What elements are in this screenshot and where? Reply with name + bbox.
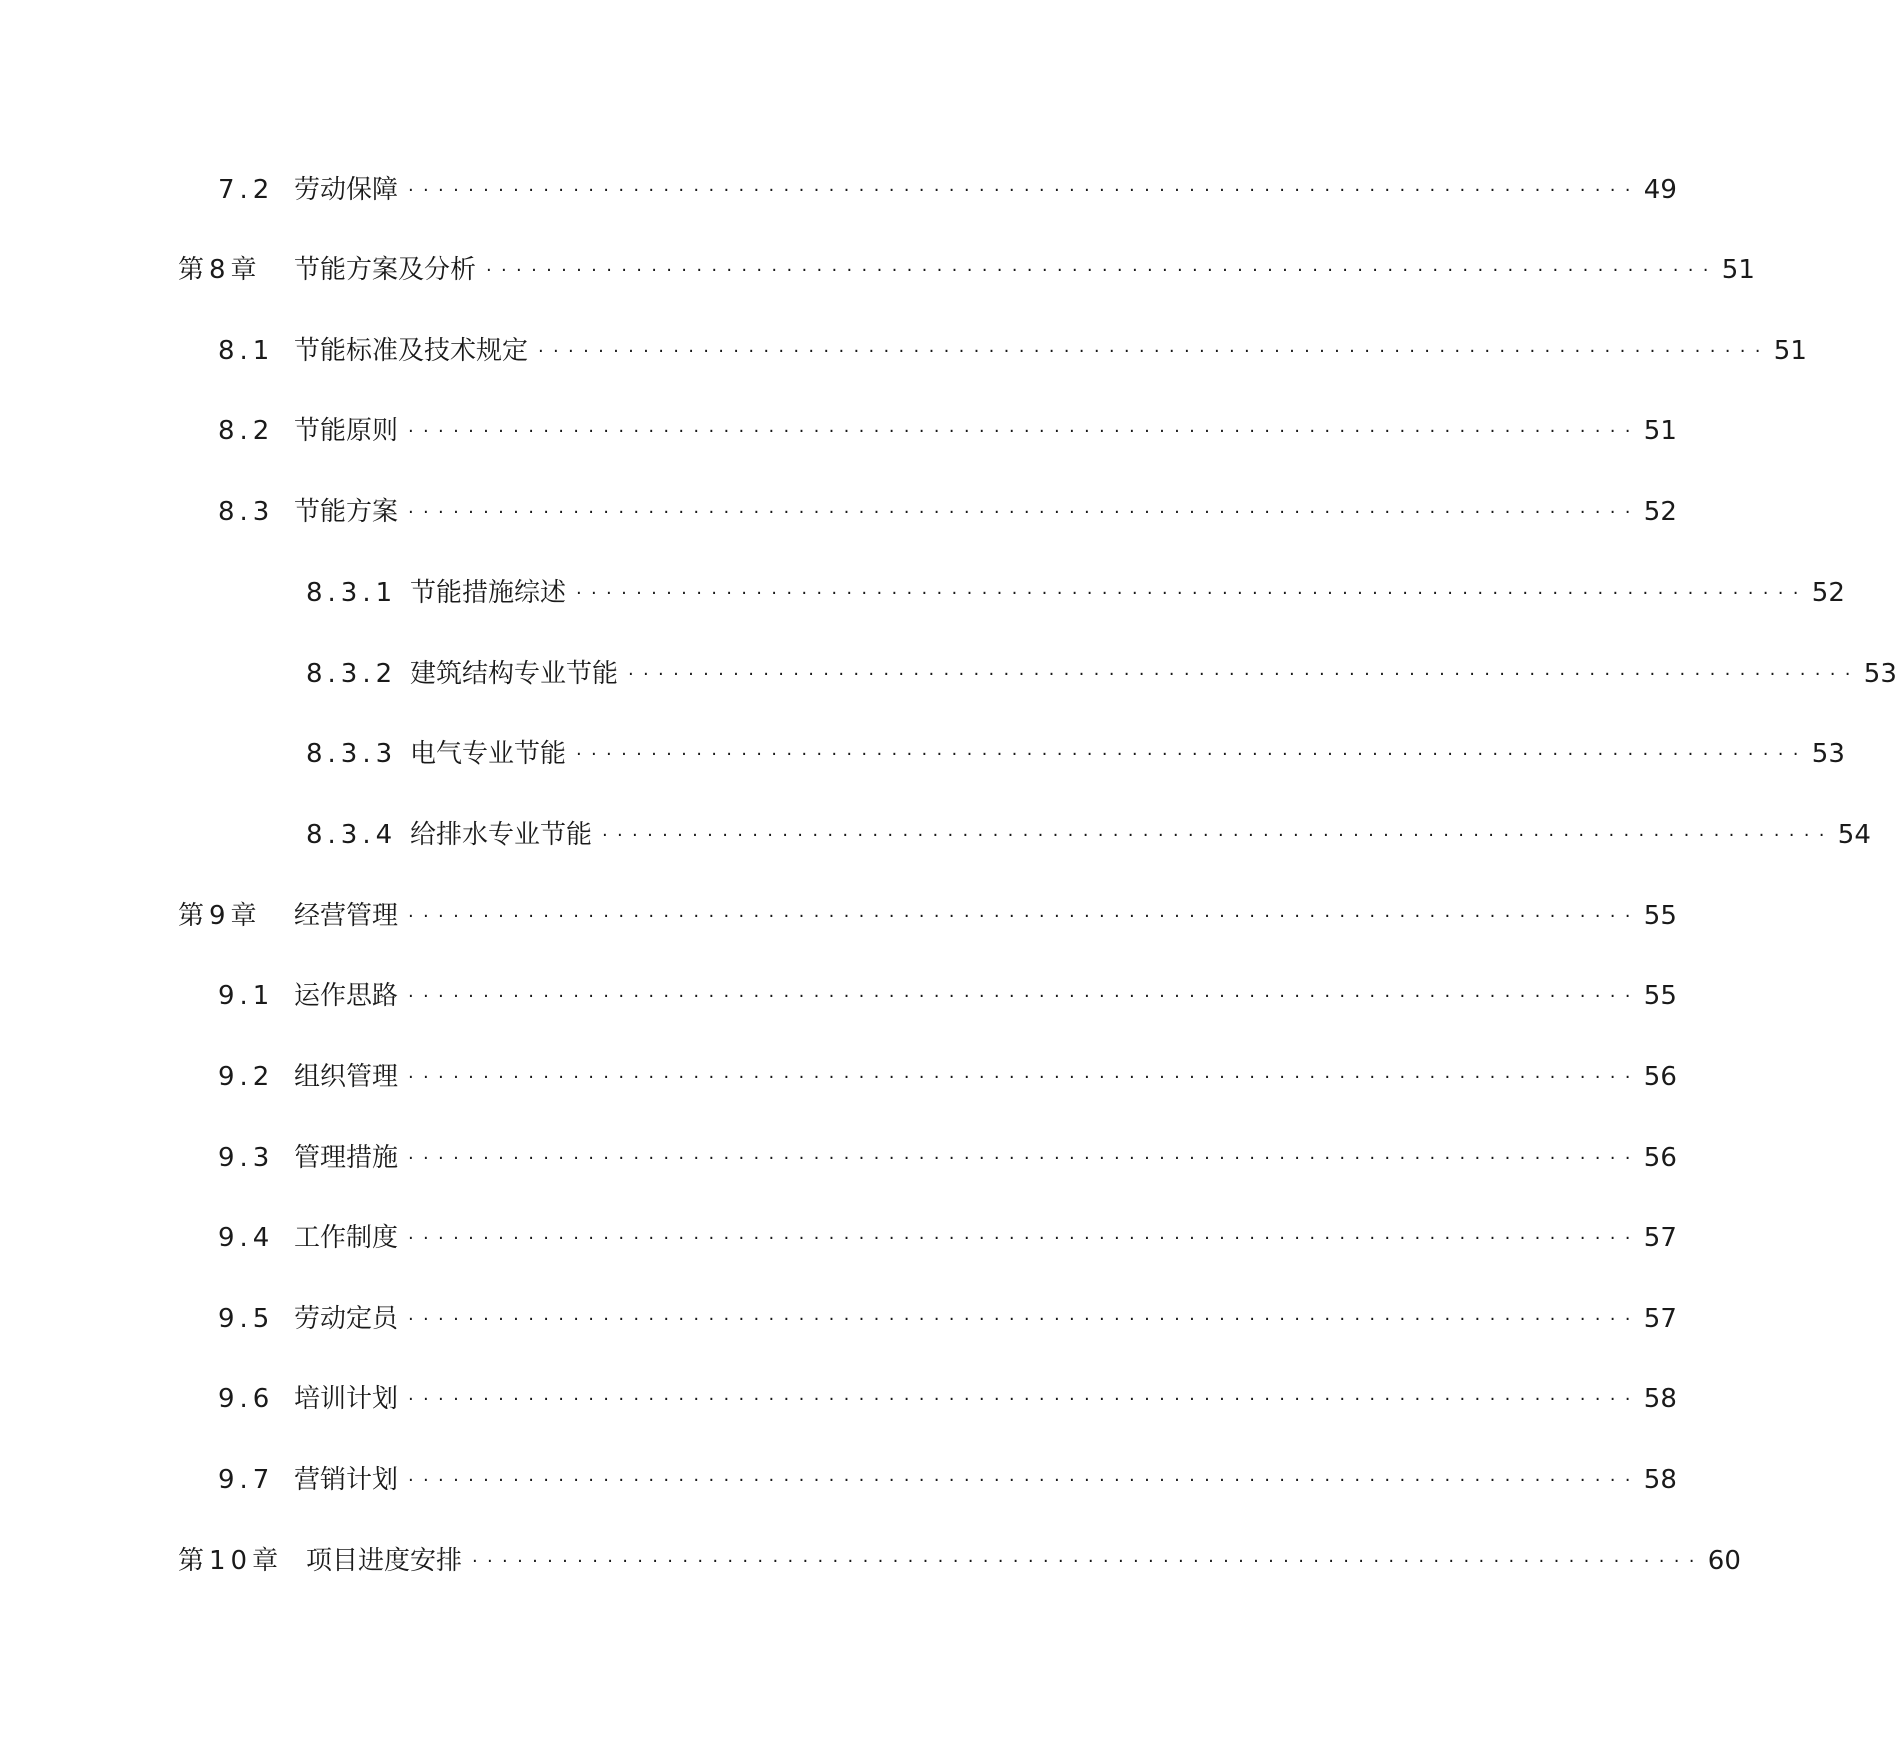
toc-page-number: 53 — [1863, 659, 1897, 689]
dot-leader: ·················································································· — [538, 341, 1770, 362]
toc-number: 第9章 — [178, 901, 262, 931]
toc-number: 8.2 — [218, 416, 275, 446]
toc-title: 节能方案及分析 — [294, 255, 477, 285]
dot-leader: ·················································································· — [408, 1067, 1640, 1088]
toc-page-number: 54 — [1837, 820, 1871, 850]
toc-page-number: 56 — [1643, 1062, 1677, 1092]
toc-page-number: 51 — [1721, 255, 1755, 285]
dot-leader: ·················································································· — [408, 180, 1640, 201]
dot-leader: ·················································································· — [408, 421, 1640, 442]
dot-leader: ·················································································· — [576, 744, 1808, 765]
toc-number: 9.1 — [218, 981, 275, 1011]
toc-number: 8.3.4 — [306, 820, 398, 850]
toc-title: 给排水专业节能 — [410, 820, 593, 850]
toc-title: 节能措施综述 — [410, 578, 567, 608]
toc-page-number: 52 — [1643, 497, 1677, 527]
toc-number: 9.6 — [218, 1384, 275, 1414]
dot-leader: ·················································································· — [408, 986, 1640, 1007]
toc-title: 节能原则 — [294, 416, 399, 446]
dot-leader: ·················································································· — [408, 1470, 1640, 1491]
toc-entry[interactable] — [0, 331, 1807, 371]
toc-page-number: 53 — [1811, 739, 1845, 769]
toc-entry[interactable] — [0, 734, 1845, 774]
toc-title: 培训计划 — [294, 1384, 399, 1414]
toc-page-number: 55 — [1643, 901, 1677, 931]
dot-leader: ·················································································· — [408, 1148, 1640, 1169]
toc-entry[interactable] — [0, 250, 1755, 290]
toc-title: 节能标准及技术规定 — [294, 336, 529, 366]
toc-number: 8.3.3 — [306, 739, 398, 769]
toc-title: 管理措施 — [294, 1143, 399, 1173]
toc-page-number: 60 — [1707, 1546, 1741, 1576]
toc-entry[interactable] — [0, 411, 1677, 451]
toc-page-number: 57 — [1643, 1223, 1677, 1253]
toc-page-number: 49 — [1643, 175, 1677, 205]
toc-number: 第8章 — [178, 255, 262, 285]
toc-page-number: 51 — [1773, 336, 1807, 366]
toc-page-number: 56 — [1643, 1143, 1677, 1173]
dot-leader: ·················································································· — [628, 664, 1860, 685]
toc-number: 8.3.2 — [306, 659, 398, 689]
toc-number: 8.3.1 — [306, 578, 398, 608]
toc-entry[interactable] — [0, 1541, 1741, 1581]
dot-leader: ·················································································· — [408, 1389, 1640, 1410]
toc-page-number: 51 — [1643, 416, 1677, 446]
toc-entry[interactable] — [0, 1379, 1677, 1419]
toc-page-number: 58 — [1643, 1465, 1677, 1495]
toc-entry[interactable] — [0, 1218, 1677, 1258]
dot-leader: ·················································································· — [408, 1228, 1640, 1249]
dot-leader: ·················································································· — [602, 825, 1834, 846]
toc-title: 营销计划 — [294, 1465, 399, 1495]
toc-number: 7.2 — [218, 175, 275, 205]
toc-title: 组织管理 — [294, 1062, 399, 1092]
dot-leader: ·················································································· — [408, 1309, 1640, 1330]
toc-entry[interactable] — [0, 976, 1677, 1016]
toc-title: 节能方案 — [294, 497, 399, 527]
toc-number: 9.7 — [218, 1465, 275, 1495]
dot-leader: ·················································································· — [472, 1551, 1704, 1572]
toc-number: 9.2 — [218, 1062, 275, 1092]
toc-page-number: 55 — [1643, 981, 1677, 1011]
toc-entry[interactable] — [0, 1460, 1677, 1500]
dot-leader: ·················································································· — [486, 260, 1718, 281]
toc-title: 经营管理 — [294, 901, 399, 931]
toc-title: 运作思路 — [294, 981, 399, 1011]
toc-title: 电气专业节能 — [410, 739, 567, 769]
toc-title: 劳动定员 — [294, 1304, 399, 1334]
toc-number: 9.4 — [218, 1223, 275, 1253]
toc-title: 项目进度安排 — [306, 1546, 463, 1576]
toc-number: 第10章 — [178, 1546, 284, 1576]
toc-number: 9.3 — [218, 1143, 275, 1173]
toc-entry[interactable] — [0, 170, 1677, 210]
toc-page-number: 52 — [1811, 578, 1845, 608]
toc-entry[interactable] — [0, 1299, 1677, 1339]
toc-entry[interactable] — [0, 654, 1897, 694]
toc-page-number: 57 — [1643, 1304, 1677, 1334]
toc-title: 工作制度 — [294, 1223, 399, 1253]
dot-leader: ·················································································· — [408, 502, 1640, 523]
toc-entry[interactable] — [0, 896, 1677, 936]
dot-leader: ·················································································· — [576, 583, 1808, 604]
toc-number: 8.1 — [218, 336, 275, 366]
toc-number: 8.3 — [218, 497, 275, 527]
toc-entry[interactable] — [0, 1057, 1677, 1097]
toc-title: 建筑结构专业节能 — [410, 659, 619, 689]
toc-entry[interactable] — [0, 492, 1677, 532]
toc-entry[interactable] — [0, 815, 1871, 855]
toc-title: 劳动保障 — [294, 175, 399, 205]
toc-number: 9.5 — [218, 1304, 275, 1334]
toc-entry[interactable] — [0, 1138, 1677, 1178]
dot-leader: ·················································································· — [408, 906, 1640, 927]
toc-page-number: 58 — [1643, 1384, 1677, 1414]
toc-entry[interactable] — [0, 573, 1845, 613]
